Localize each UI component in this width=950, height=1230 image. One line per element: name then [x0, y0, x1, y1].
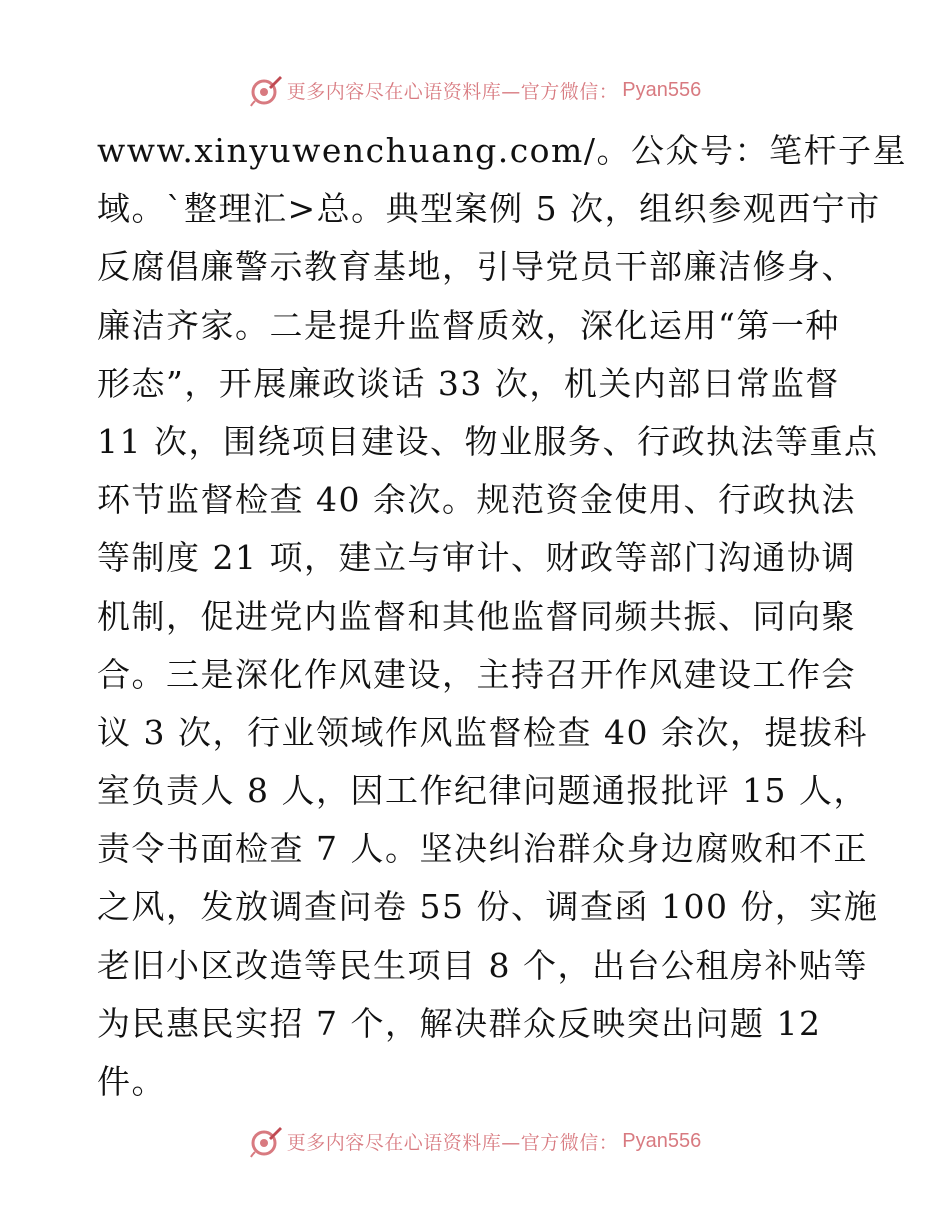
watermark-wechat-id: Pyan556 — [622, 78, 702, 101]
text-line: 机制，促进党内监督和其他监督同频共振、同向聚 — [97, 596, 856, 636]
header-watermark — [0, 70, 950, 110]
text-line: 等制度 21 项，建立与审计、财政等部门沟通协调 — [97, 538, 856, 578]
brush-logo-icon — [249, 1124, 283, 1158]
watermark-text: 更多内容尽在心语资料库—官方微信： — [286, 1131, 619, 1154]
text-line: 室负责人 8 人，因工作纪律问题通报批评 15 人， — [97, 771, 868, 811]
text-line: www.xinyuwenchuang.com/。公众号：笔杆子星 — [97, 131, 907, 170]
text-line: 为民惠民实招 7 个，解决群众反映突出问题 12 — [97, 1003, 822, 1043]
text-line: 议 3 次，行业领域作风监督检查 40 余次，提拔科 — [97, 712, 868, 752]
text-line: 域。`整理汇>总。典型案例 5 次，组织参观西宁市 — [97, 189, 881, 229]
footer-watermark — [0, 1121, 950, 1161]
text-line: 反腐倡廉警示教育基地，引导党员干部廉洁修身、 — [97, 247, 856, 287]
text-line: 件。 — [97, 1062, 166, 1101]
document-body — [97, 122, 907, 1111]
watermark-text: 更多内容尽在心语资料库—官方微信： — [286, 80, 619, 103]
text-line: 之风，发放调查问卷 55 份、调查函 100 份，实施 — [97, 887, 879, 927]
text-line: 11 次，围绕项目建设、物业服务、行政执法等重点 — [97, 421, 879, 461]
text-line: 合。三是深化作风建设，主持召开作风建设工作会 — [97, 654, 856, 694]
text-line: 责令书面检查 7 人。坚决纠治群众身边腐败和不正 — [97, 829, 868, 869]
watermark-wechat-id: Pyan556 — [622, 1129, 702, 1152]
text-line: 老旧小区改造等民生项目 8 个，出台公租房补贴等 — [97, 945, 868, 985]
text-line: 廉洁齐家。二是提升监督质效，深化运用“第一种 — [97, 305, 840, 345]
text-line: 环节监督检查 40 余次。规范资金使用、行政执法 — [97, 480, 856, 520]
brush-logo-icon — [249, 73, 283, 107]
text-line: 形态”，开展廉政谈话 33 次，机关内部日常监督 — [97, 363, 840, 403]
